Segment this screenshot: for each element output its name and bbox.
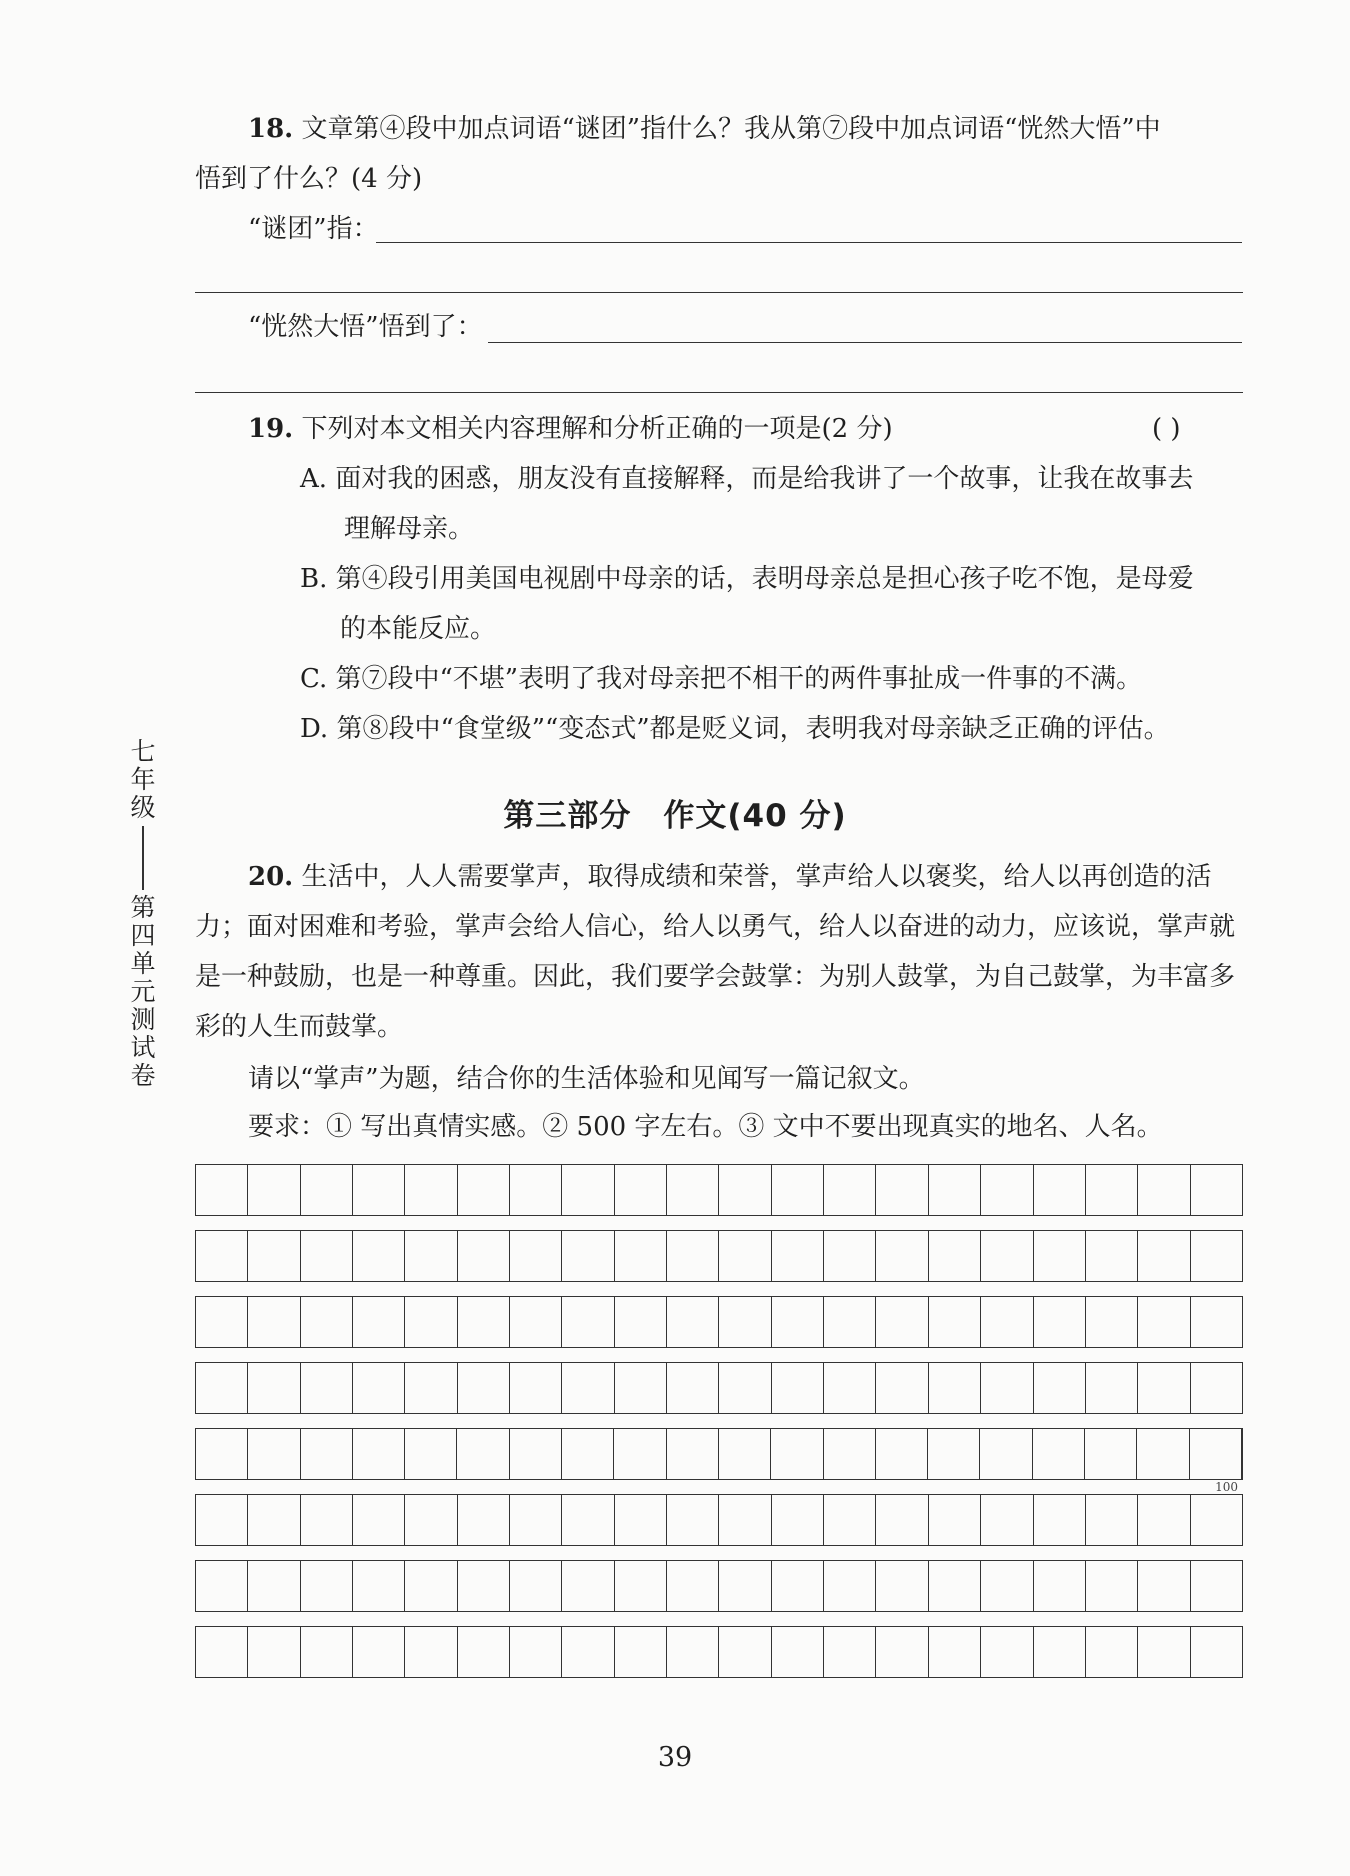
grid-cell[interactable] [301,1165,353,1215]
grid-cell[interactable] [562,1429,614,1479]
grid-cell[interactable] [824,1429,876,1479]
grid-cell[interactable] [458,1561,510,1611]
grid-cell[interactable] [824,1561,876,1611]
grid-row [195,1362,1243,1414]
grid-cell[interactable] [562,1231,614,1281]
grid-cell[interactable] [824,1297,876,1347]
grid-cell[interactable] [667,1627,719,1677]
grid-cell[interactable] [615,1165,667,1215]
grid-cell[interactable] [719,1165,771,1215]
side-char: 年 [130,765,156,794]
grid-cell[interactable] [876,1165,928,1215]
grid-cell[interactable] [458,1297,510,1347]
grid-cell[interactable] [615,1627,667,1677]
word-count-marker: 100 [1215,1480,1238,1494]
grid-cell[interactable] [405,1495,457,1545]
grid-cell[interactable] [301,1495,353,1545]
grid-cell[interactable] [876,1627,928,1677]
q18-label-huangran: “恍然大悟”悟到了： [248,312,483,342]
grid-cell[interactable] [1138,1297,1190,1347]
grid-cell[interactable] [1138,1231,1190,1281]
grid-cell[interactable] [510,1363,562,1413]
grid-cell[interactable] [196,1363,248,1413]
grid-cell[interactable] [510,1231,562,1281]
grid-cell[interactable] [562,1363,614,1413]
grid-cell[interactable] [1138,1165,1190,1215]
grid-cell[interactable] [301,1363,353,1413]
q18-number: 18. [248,114,294,144]
grid-cell[interactable] [772,1495,824,1545]
grid-cell[interactable] [980,1429,1032,1479]
grid-cell[interactable] [562,1165,614,1215]
grid-cell[interactable] [248,1363,300,1413]
option-b-cont: 的本能反应。 [340,614,497,644]
grid-cell[interactable] [301,1561,353,1611]
grid-cell[interactable] [1086,1627,1138,1677]
grid-cell[interactable] [1191,1495,1242,1545]
grid-cell[interactable] [1034,1627,1086,1677]
grid-cell[interactable] [353,1297,405,1347]
grid-cell[interactable] [353,1429,405,1479]
grid-cell[interactable] [1138,1363,1190,1413]
answer-bracket[interactable]: ( ) [1152,414,1181,444]
side-dash [142,826,144,890]
grid-row [195,1428,1243,1494]
grid-cell[interactable] [405,1627,457,1677]
grid-cell[interactable] [719,1429,771,1479]
grid-cell[interactable] [301,1231,353,1281]
grid-cell[interactable] [405,1429,457,1479]
grid-cell[interactable] [667,1561,719,1611]
option-label: B. [300,564,328,594]
grid-cell[interactable] [248,1429,300,1479]
grid-cell[interactable] [458,1231,510,1281]
q20-line-1 [248,860,1212,894]
grid-cell[interactable] [1086,1561,1138,1611]
grid-cell[interactable] [510,1561,562,1611]
grid-cell[interactable] [196,1165,248,1215]
grid-cell[interactable] [1191,1231,1242,1281]
grid-cell[interactable] [981,1627,1033,1677]
side-char: 级 [130,793,156,822]
q20-text: 生活中，人人需要掌声，取得成绩和荣誉，掌声给人以褒奖，给人以再创造的活 [301,862,1212,892]
grid-cell[interactable] [667,1363,719,1413]
grid-row [195,1230,1243,1282]
side-char: 四 [130,921,156,950]
grid-cell[interactable] [719,1231,771,1281]
page-number: 39 [657,1742,693,1773]
grid-cell[interactable] [876,1429,928,1479]
grid-cell[interactable] [929,1231,981,1281]
grid-cell[interactable] [928,1429,980,1479]
grid-cell[interactable] [510,1495,562,1545]
side-char: 七 [130,737,156,766]
grid-cell[interactable] [458,1495,510,1545]
side-char: 卷 [130,1061,156,1090]
grid-cell[interactable] [615,1363,667,1413]
grid-cell[interactable] [405,1165,457,1215]
grid-cell[interactable] [719,1627,771,1677]
grid-cell[interactable] [981,1363,1033,1413]
grid-cell[interactable] [196,1627,248,1677]
grid-cell[interactable] [1034,1231,1086,1281]
grid-cell[interactable] [1034,1495,1086,1545]
grid-cell[interactable] [301,1297,353,1347]
grid-cell[interactable] [248,1297,300,1347]
grid-row [195,1560,1243,1612]
grid-row [195,1494,1243,1546]
side-char: 测 [130,1005,156,1034]
composition-grid[interactable] [195,1164,1243,1692]
grid-cell[interactable] [719,1561,771,1611]
grid-cell[interactable] [1138,1495,1190,1545]
grid-cell[interactable] [615,1495,667,1545]
grid-cell[interactable] [196,1561,248,1611]
grid-cell[interactable] [1191,1627,1242,1677]
grid-cell[interactable] [1086,1363,1138,1413]
grid-cell[interactable] [876,1495,928,1545]
grid-cell[interactable] [1034,1297,1086,1347]
grid-cell[interactable] [405,1363,457,1413]
side-char: 单 [130,949,156,978]
grid-cell[interactable] [772,1231,824,1281]
grid-cell[interactable] [457,1429,509,1479]
option-b[interactable] [300,562,1194,596]
grid-cell[interactable] [981,1297,1033,1347]
q20-prompt: 请以“掌声”为题，结合你的生活体验和见闻写一篇记叙文。 [248,1064,925,1094]
grid-cell[interactable] [929,1561,981,1611]
grid-cell[interactable] [248,1495,300,1545]
option-label: A. [300,464,328,494]
grid-cell[interactable] [772,1165,824,1215]
grid-cell[interactable] [353,1561,405,1611]
grid-cell[interactable] [1033,1429,1085,1479]
grid-cell[interactable] [1086,1231,1138,1281]
grid-cell[interactable] [510,1165,562,1215]
grid-cell[interactable] [1190,1429,1242,1479]
grid-cell[interactable] [772,1561,824,1611]
grid-cell[interactable] [876,1561,928,1611]
grid-cell[interactable] [562,1297,614,1347]
grid-cell[interactable] [615,1561,667,1611]
answer-blank[interactable] [195,392,1243,393]
grid-cell[interactable] [196,1297,248,1347]
grid-cell[interactable] [824,1363,876,1413]
grid-cell[interactable] [981,1165,1033,1215]
grid-cell[interactable] [458,1627,510,1677]
q20-number: 20. [248,862,294,892]
grid-cell[interactable] [772,1363,824,1413]
grid-cell[interactable] [353,1363,405,1413]
grid-cell[interactable] [615,1231,667,1281]
option-text: 第⑦段中“不堪”表明了我对母亲把不相干的两件事扯成一件事的不满。 [335,664,1143,694]
grid-cell[interactable] [510,1627,562,1677]
option-label: D. [300,714,329,744]
side-label [126,738,160,1090]
grid-cell[interactable] [196,1231,248,1281]
grid-cell[interactable] [1086,1495,1138,1545]
grid-cell[interactable] [1191,1363,1242,1413]
grid-cell[interactable] [772,1627,824,1677]
answer-blank[interactable] [488,342,1242,343]
grid-cell[interactable] [824,1495,876,1545]
grid-cell[interactable] [667,1429,719,1479]
grid-cell[interactable] [1137,1429,1189,1479]
grid-cell[interactable] [719,1363,771,1413]
option-text: 面对我的困惑，朋友没有直接解释，而是给我讲了一个故事，让我在故事去 [335,464,1194,494]
grid-cell[interactable] [405,1297,457,1347]
q20-requirements: 要求：① 写出真情实感。② 500 字左右。③ 文中不要出现真实的地名、人名。 [248,1112,1163,1142]
grid-cell[interactable] [929,1363,981,1413]
q20-line-2: 力；面对困难和考验，掌声会给人信心，给人以勇气，给人以奋进的动力，应该说，掌声就 [195,912,1236,942]
grid-cell[interactable] [562,1627,614,1677]
grid-cell[interactable] [667,1495,719,1545]
grid-cell[interactable] [824,1627,876,1677]
grid-cell[interactable] [301,1429,353,1479]
grid-cell[interactable] [248,1561,300,1611]
grid-cell[interactable] [929,1627,981,1677]
grid-row [195,1626,1243,1678]
grid-cell[interactable] [405,1561,457,1611]
section-title: 第三部分 作文(40 分) [503,798,847,834]
grid-cell[interactable] [248,1627,300,1677]
grid-cell[interactable] [1086,1297,1138,1347]
grid-cell[interactable] [353,1495,405,1545]
grid-cell[interactable] [510,1429,562,1479]
answer-blank[interactable] [376,242,1242,243]
grid-cell[interactable] [824,1165,876,1215]
q20-line-3: 是一种鼓励，也是一种尊重。因此，我们要学会鼓掌：为别人鼓掌，为自己鼓掌，为丰富多 [195,962,1236,992]
grid-cell[interactable] [667,1231,719,1281]
q18-line-1 [248,112,1161,146]
side-char: 元 [130,977,156,1006]
q18-stem: 文章第④段中加点词语“谜团”指什么？我从第⑦段中加点词语“恍然大悟”中 [301,114,1161,144]
grid-cell[interactable] [405,1231,457,1281]
side-char: 第 [130,893,156,922]
grid-cell[interactable] [981,1495,1033,1545]
grid-cell[interactable] [353,1165,405,1215]
grid-cell[interactable] [301,1627,353,1677]
grid-cell[interactable] [876,1363,928,1413]
grid-cell[interactable] [981,1561,1033,1611]
grid-cell[interactable] [196,1429,248,1479]
grid-cell[interactable] [458,1363,510,1413]
grid-cell[interactable] [196,1495,248,1545]
option-label: C. [300,664,328,694]
grid-cell[interactable] [667,1165,719,1215]
grid-cell[interactable] [772,1297,824,1347]
grid-cell[interactable] [929,1495,981,1545]
grid-cell[interactable] [1138,1627,1190,1677]
grid-cell[interactable] [771,1429,823,1479]
q18-label-mituan: “谜团”指： [248,214,379,244]
answer-blank[interactable] [195,292,1243,293]
grid-cell[interactable] [615,1297,667,1347]
option-d[interactable] [300,712,1170,746]
grid-cell[interactable] [929,1297,981,1347]
grid-cell[interactable] [1138,1561,1190,1611]
grid-cell[interactable] [876,1297,928,1347]
grid-cell[interactable] [248,1165,300,1215]
grid-row [195,1296,1243,1348]
option-c[interactable] [300,662,1142,696]
q19-stem-line [248,412,893,446]
option-a[interactable] [300,462,1193,496]
grid-cell[interactable] [510,1297,562,1347]
grid-cell[interactable] [248,1231,300,1281]
grid-cell[interactable] [1191,1165,1242,1215]
grid-cell[interactable] [562,1561,614,1611]
side-char: 试 [130,1033,156,1062]
grid-cell[interactable] [1085,1429,1137,1479]
grid-cell[interactable] [458,1165,510,1215]
grid-cell[interactable] [929,1165,981,1215]
q18-line-2: 悟到了什么？(4 分) [195,164,423,194]
q19-number: 19. [248,414,294,444]
grid-cell[interactable] [667,1297,719,1347]
grid-row [195,1164,1243,1216]
grid-cell[interactable] [824,1231,876,1281]
grid-cell[interactable] [1034,1561,1086,1611]
grid-cell[interactable] [1086,1165,1138,1215]
grid-cell[interactable] [719,1297,771,1347]
grid-cell[interactable] [1034,1363,1086,1413]
grid-cell[interactable] [562,1495,614,1545]
q19-stem: 下列对本文相关内容理解和分析正确的一项是(2 分) [301,414,893,444]
grid-cell[interactable] [353,1231,405,1281]
grid-cell[interactable] [876,1231,928,1281]
grid-cell[interactable] [353,1627,405,1677]
option-text: 第⑧段中“食堂级”“变态式”都是贬义词，表明我对母亲缺乏正确的评估。 [336,714,1170,744]
q20-line-4: 彩的人生而鼓掌。 [195,1012,404,1042]
option-a-cont: 理解母亲。 [344,514,475,544]
grid-cell[interactable] [1034,1165,1086,1215]
grid-cell[interactable] [1191,1297,1242,1347]
grid-cell[interactable] [1191,1561,1242,1611]
grid-cell[interactable] [719,1495,771,1545]
grid-cell[interactable] [981,1231,1033,1281]
option-text: 第④段引用美国电视剧中母亲的话，表明母亲总是担心孩子吃不饱，是母爱 [335,564,1194,594]
grid-cell[interactable] [614,1429,666,1479]
